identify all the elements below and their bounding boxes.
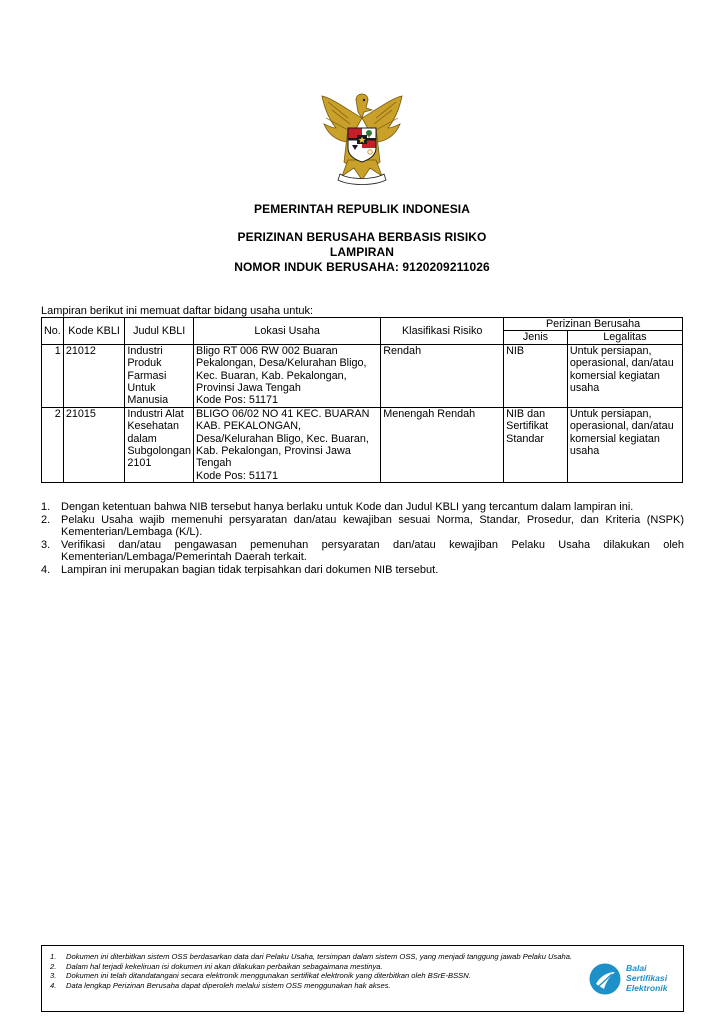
row-jenis: NIB [504, 344, 568, 407]
row-kode-kbli: 21015 [63, 407, 125, 482]
footer-item: 4. Data lengkap Perizinan Berusaha dapat diperoleh melalui sistem OSS menggunakan hak akses. [50, 980, 391, 990]
header-no: No. [42, 318, 64, 345]
page-title-government: PEMERINTAH REPUBLIK INDONESIA [253, 202, 471, 216]
page-title-nib-number: NOMOR INDUK BERUSAHA: 9120209211026 [234, 260, 490, 274]
header-jenis: Jenis [504, 331, 568, 344]
header-legalitas: Legalitas [567, 331, 682, 344]
bsre-logo-line1: Balai [626, 963, 647, 973]
footer-disclaimer-box [41, 945, 684, 1012]
list-item: 1. Dengan ketentuan bahwa NIB tersebut hanya berlaku untuk Kode dan Judul KBLI yang tercantum dalam lampiran ini. [41, 501, 634, 513]
notes-list [41, 501, 684, 577]
table-row [42, 407, 683, 482]
row-klasifikasi-risiko: Rendah [381, 344, 504, 407]
bsre-logo-icon [588, 962, 622, 996]
header-perizinan-berusaha: Perizinan Berusaha [504, 318, 683, 331]
kbli-table [41, 317, 683, 483]
page-title-permit: PERIZINAN BERUSAHA BERBASIS RISIKO [237, 230, 487, 244]
row-klasifikasi-risiko: Menengah Rendah [381, 407, 504, 482]
row-kode-kbli: 21012 [63, 344, 125, 407]
row-lokasi-usaha: Bligo RT 006 RW 002 Buaran Pekalongan, Desa/Kelurahan Bligo, Kec. Buaran, Kab. Pekalongan, Provinsi Jawa Tengah Kode Pos: 51171 [194, 344, 381, 407]
row-judul-kbli: Industri Alat Kesehatan dalam Subgolongan 2101 [125, 407, 194, 482]
row-legalitas: Untuk persiapan, operasional, dan/atau komersial kegiatan usaha [567, 407, 682, 482]
bsre-logo-line3: Elektronik [626, 983, 668, 993]
intro-text: Lampiran berikut ini memuat daftar bidang usaha untuk: [41, 305, 314, 317]
bsre-logo-line2: Sertifikasi [626, 973, 668, 983]
row-lokasi-usaha: BLIGO 06/02 NO 41 KEC. BUARAN KAB. PEKALONGAN, Desa/Kelurahan Bligo, Kec. Buaran, Kab. Pekalongan, Provinsi Jawa Tengah Kode Pos: 51171 [194, 407, 381, 482]
table-row [42, 344, 683, 407]
footer-item: 1. Dokumen ini diterbitkan sistem OSS berdasarkan data dari Pelaku Usaha, tersimpan dalam sistem OSS, yang menjadi tanggung jawab Pelaku Usaha. [50, 952, 573, 961]
row-legalitas: Untuk persiapan, operasional, dan/atau komersial kegiatan usaha [567, 344, 682, 407]
row-judul-kbli: Industri Produk Farmasi Untuk Manusia [125, 344, 194, 407]
header-judul-kbli: Judul KBLI [125, 318, 194, 345]
list-item: 2. Pelaku Usaha wajib memenuhi persyaratan dan/atau kewajiban sesuai Norma, Standar, Prosedur, dan Kriteria (NSPK) Kementerian/Lembaga (K/L). [41, 513, 684, 539]
footer-item: 2. Dalam hal terjadi kekeliruan isi dokumen ini akan dilakukan perbaikan sebagaimana mestinya. [50, 961, 383, 971]
row-no: 2 [42, 407, 64, 482]
header-kode-kbli: Kode KBLI [63, 318, 125, 345]
garuda-pancasila-emblem-icon [318, 88, 406, 186]
footer-item: 3. Dokumen ini telah ditandatangani secara elektronik menggunakan sertifikat elektronik yang diterbitkan oleh BSrE-BSSN. [50, 971, 471, 980]
bsre-logo [588, 962, 680, 998]
list-item: 3. Verifikasi dan/atau pengawasan pemenuhan persyaratan dan/atau kewajiban Pelaku Usaha dilakukan oleh Kementerian/Lembaga/Pemerintah Daerah terkait. [41, 538, 684, 564]
header-klasifikasi-risiko: Klasifikasi Risiko [381, 318, 504, 345]
page-title-attachment: LAMPIRAN [329, 245, 395, 259]
header-lokasi-usaha: Lokasi Usaha [194, 318, 381, 345]
footer-notes-list [50, 952, 590, 990]
row-no: 1 [42, 344, 64, 407]
row-jenis: NIB dan Sertifikat Standar [504, 407, 568, 482]
list-item: 4. Lampiran ini merupakan bagian tidak terpisahkan dari dokumen NIB tersebut. [41, 563, 439, 576]
